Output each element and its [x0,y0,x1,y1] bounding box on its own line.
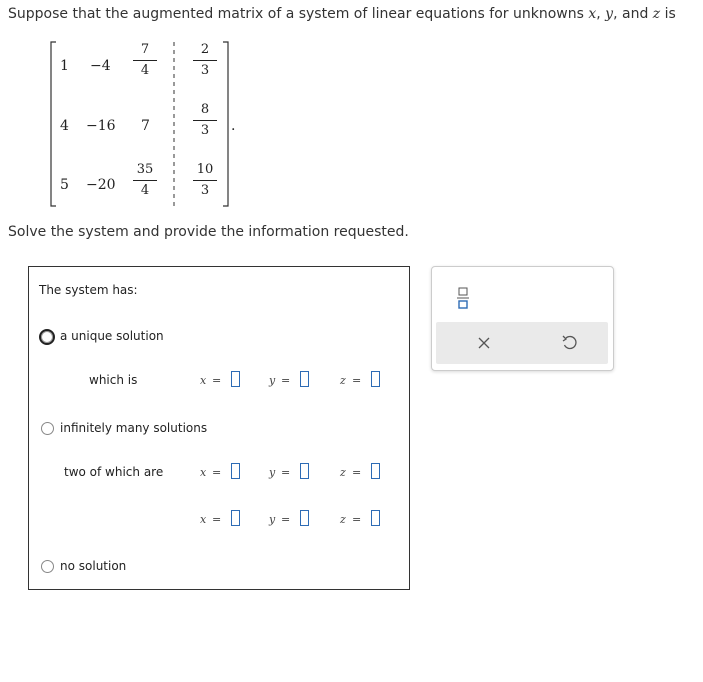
matrix-r3-c4: 10 3 [193,162,217,199]
matrix-r1-c4: 2 3 [193,42,217,79]
matrix-r3-c1: 5 [60,177,69,193]
equals-sign: = [352,374,362,387]
matrix-r1-c3: 7 4 [133,42,157,79]
matrix-r3-c3: 35 4 [133,162,157,199]
matrix-r2-c4: 8 3 [193,102,217,139]
solution2-y-input[interactable] [300,510,309,526]
var-z-label: z [340,466,346,479]
solution1-x-input[interactable] [231,463,240,479]
equals-sign: = [281,466,291,479]
matrix-period: . [231,118,236,134]
instruction-text: Solve the system and provide the information requested. [8,224,409,240]
equals-sign: = [352,466,362,479]
label-no-solution: no solution [60,559,127,573]
matrix-r2-c2: −16 [86,118,116,134]
var-z: z [652,6,661,22]
var-x-label: x [200,374,207,387]
var-x-label: x [200,513,207,526]
solution1-z-input[interactable] [371,463,380,479]
label-two-of-which: two of which are [64,465,164,479]
matrix-r3-c2: −20 [86,177,116,193]
var-x: x [588,6,597,22]
label-unique-solution: a unique solution [60,329,164,343]
matrix-r2-c3: 7 [141,118,150,134]
solution2-x-input[interactable] [231,510,240,526]
matrix-r1-c2: −4 [90,58,111,74]
var-y-label: y [269,374,276,387]
augmented-matrix [40,38,240,213]
unique-z-input[interactable] [371,371,380,387]
solution1-y-input[interactable] [300,463,309,479]
matrix-r1-c1: 1 [60,58,69,74]
label-which-is: which is [89,373,138,387]
equals-sign: = [212,374,222,387]
fraction-icon[interactable] [456,286,472,310]
radio-infinitely-many[interactable] [41,422,54,435]
equals-sign: = [212,466,222,479]
equals-sign: = [281,513,291,526]
toolbox-action-row [436,322,608,364]
solution2-z-input[interactable] [371,510,380,526]
equals-sign: = [352,513,362,526]
question-prompt: Suppose that the augmented matrix of a system of linear equations for unknowns x, y, and z is [8,6,676,22]
matrix-r2-c1: 4 [60,118,69,134]
var-x-label: x [200,466,207,479]
unique-y-input[interactable] [300,371,309,387]
clear-icon[interactable] [476,335,492,351]
radio-unique-solution[interactable] [39,329,55,345]
math-toolbox [431,266,614,371]
equals-sign: = [281,374,291,387]
equals-sign: = [212,513,222,526]
undo-icon[interactable] [560,334,578,352]
label-infinitely-many: infinitely many solutions [60,421,208,435]
var-z-label: z [340,513,346,526]
unique-x-input[interactable] [231,371,240,387]
var-y-label: y [269,466,276,479]
var-y-label: y [269,513,276,526]
panel-heading: The system has: [39,283,138,297]
var-y: y [605,6,614,22]
var-z-label: z [340,374,346,387]
answer-panel [28,266,410,590]
radio-no-solution[interactable] [41,560,54,573]
